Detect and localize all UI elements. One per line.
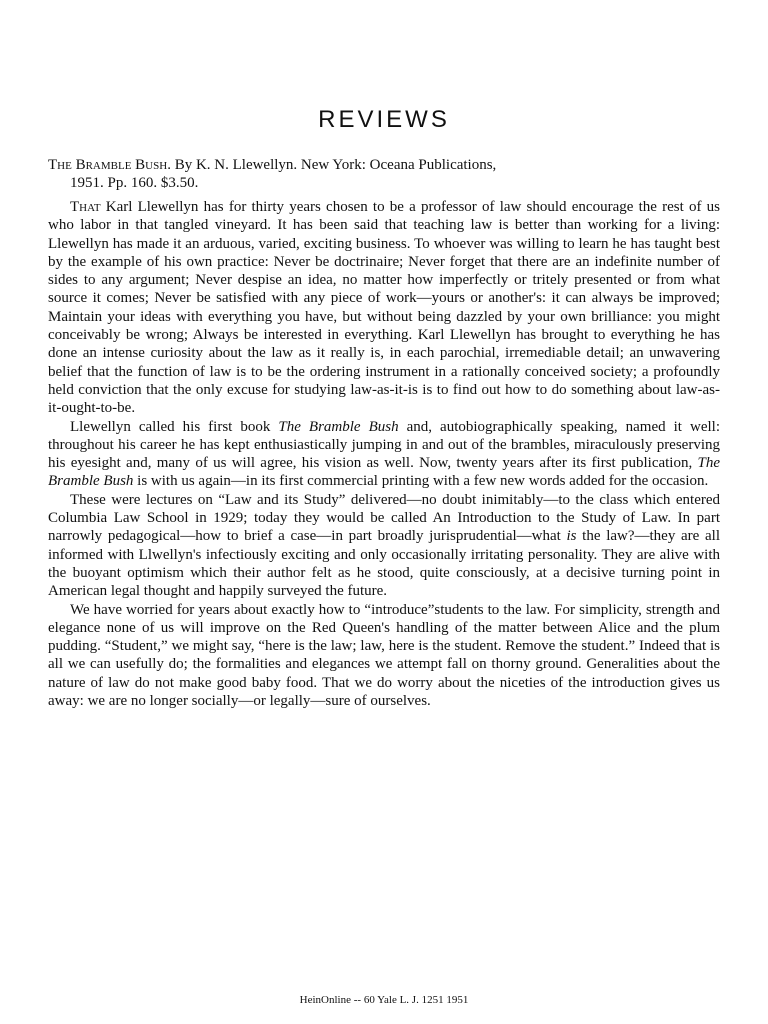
paragraph-1	[48, 198, 720, 418]
paragraph-1-lead: That	[70, 199, 101, 215]
paragraph-4: We have worried for years about exactly how to “introduce”students to the law. For simplicity, strength and elegance none of us will improve on the Red Queen's handling of the matter between Alice and the plum pudding. “Student,” we might say, “here is the law; law, here is the student. Remove the student.” Indeed that is all we can usefully do; the formalities and elegances we attempt fall on thorny ground. Generalities about the nature of law do not make good baby food. That we do worry about the niceties of the introduction gives us away: we are no longer socially—or legally—sure of ourselves.	[48, 601, 720, 710]
citation-details: . By K. N. Llewellyn. New York: Oceana Publications,	[167, 157, 497, 173]
section-heading: REVIEWS	[318, 106, 450, 133]
book-title: The Bramble Bush	[48, 157, 168, 173]
paragraph-3-text-a: These were lectures on “Law and its Study” delivered—no doubt inimitably—to the class which entered Columbia Law School in 1929; today they would be called An Introduction to the Study of Law. In part narrowly pedagogical—how to brief a case—in part broadly jurisprudential—what	[48, 491, 720, 545]
paragraph-2-text-b: and, autobiographically speaking, named it well: throughout his career he has kept enthusiastically jumping in and out of the brambles, miraculously preserving his eyesight and, many of us will agree, his vision as well. Now, twenty years after its first publication,	[48, 418, 720, 472]
paragraph-2-text-c: is with us again—in its first commercial printing with a few new words added for the occasion.	[133, 473, 709, 490]
citation-publication-details: 1951. Pp. 160. $3.50.	[70, 175, 199, 191]
book-title-italic: The Bramble Bush	[278, 418, 399, 435]
paragraph-2-text-a: Llewellyn called his first book	[70, 418, 279, 435]
book-title-italic: The Bramble Bush	[48, 455, 720, 490]
review-body	[48, 198, 720, 710]
book-citation	[48, 156, 720, 192]
paragraph-3-text-b: the law?—they are all informed with Llwellyn's infectiously exciting and only occasionally irritating personality. They are alive with the buoyant optimism which their author felt as he stood, quite consciously, at a decisive turning point in American legal thought and happily surveyed the future.	[48, 528, 720, 600]
emphasis-is: is	[566, 528, 577, 545]
paragraph-1-text: Karl Llewellyn has for thirty years chosen to be a professor of law should encourage the rest of us who labor in that tangled vineyard. It has been said that teaching law is better than working for a living: Llewellyn has made it an arduous, varied, exciting business. To whoever was willing to learn he has taught best by the example of his own practice: Never be doctrinaire; Never forget that there are an indefinite number of sides to any argument; Never despise an idea, no matter how imperfectly or tritely presented or from what source it comes; Never be satisfied with any piece of work—yours or another's: it can always be improved; Maintain your ideas with everything you have, but without being dazzled by your own brilliance: you might conceivably be wrong; Always be interested in everything. Karl Llewellyn has brought to everything he has done an intense curiosity about the law as it really is, in each parochial, irremediable detail; an unwavering belief that the function of law is to be the ordering instrument in a rationally conceived society; a profoundly held conviction that the only excuse for studying law-as-it-is is to find out how to do something about law-as-it-ought-to-be.	[48, 199, 720, 417]
page-footer: HeinOnline -- 60 Yale L. J. 1251 1951	[299, 994, 469, 1006]
paragraph-3	[48, 491, 720, 601]
paragraph-2	[48, 418, 720, 491]
